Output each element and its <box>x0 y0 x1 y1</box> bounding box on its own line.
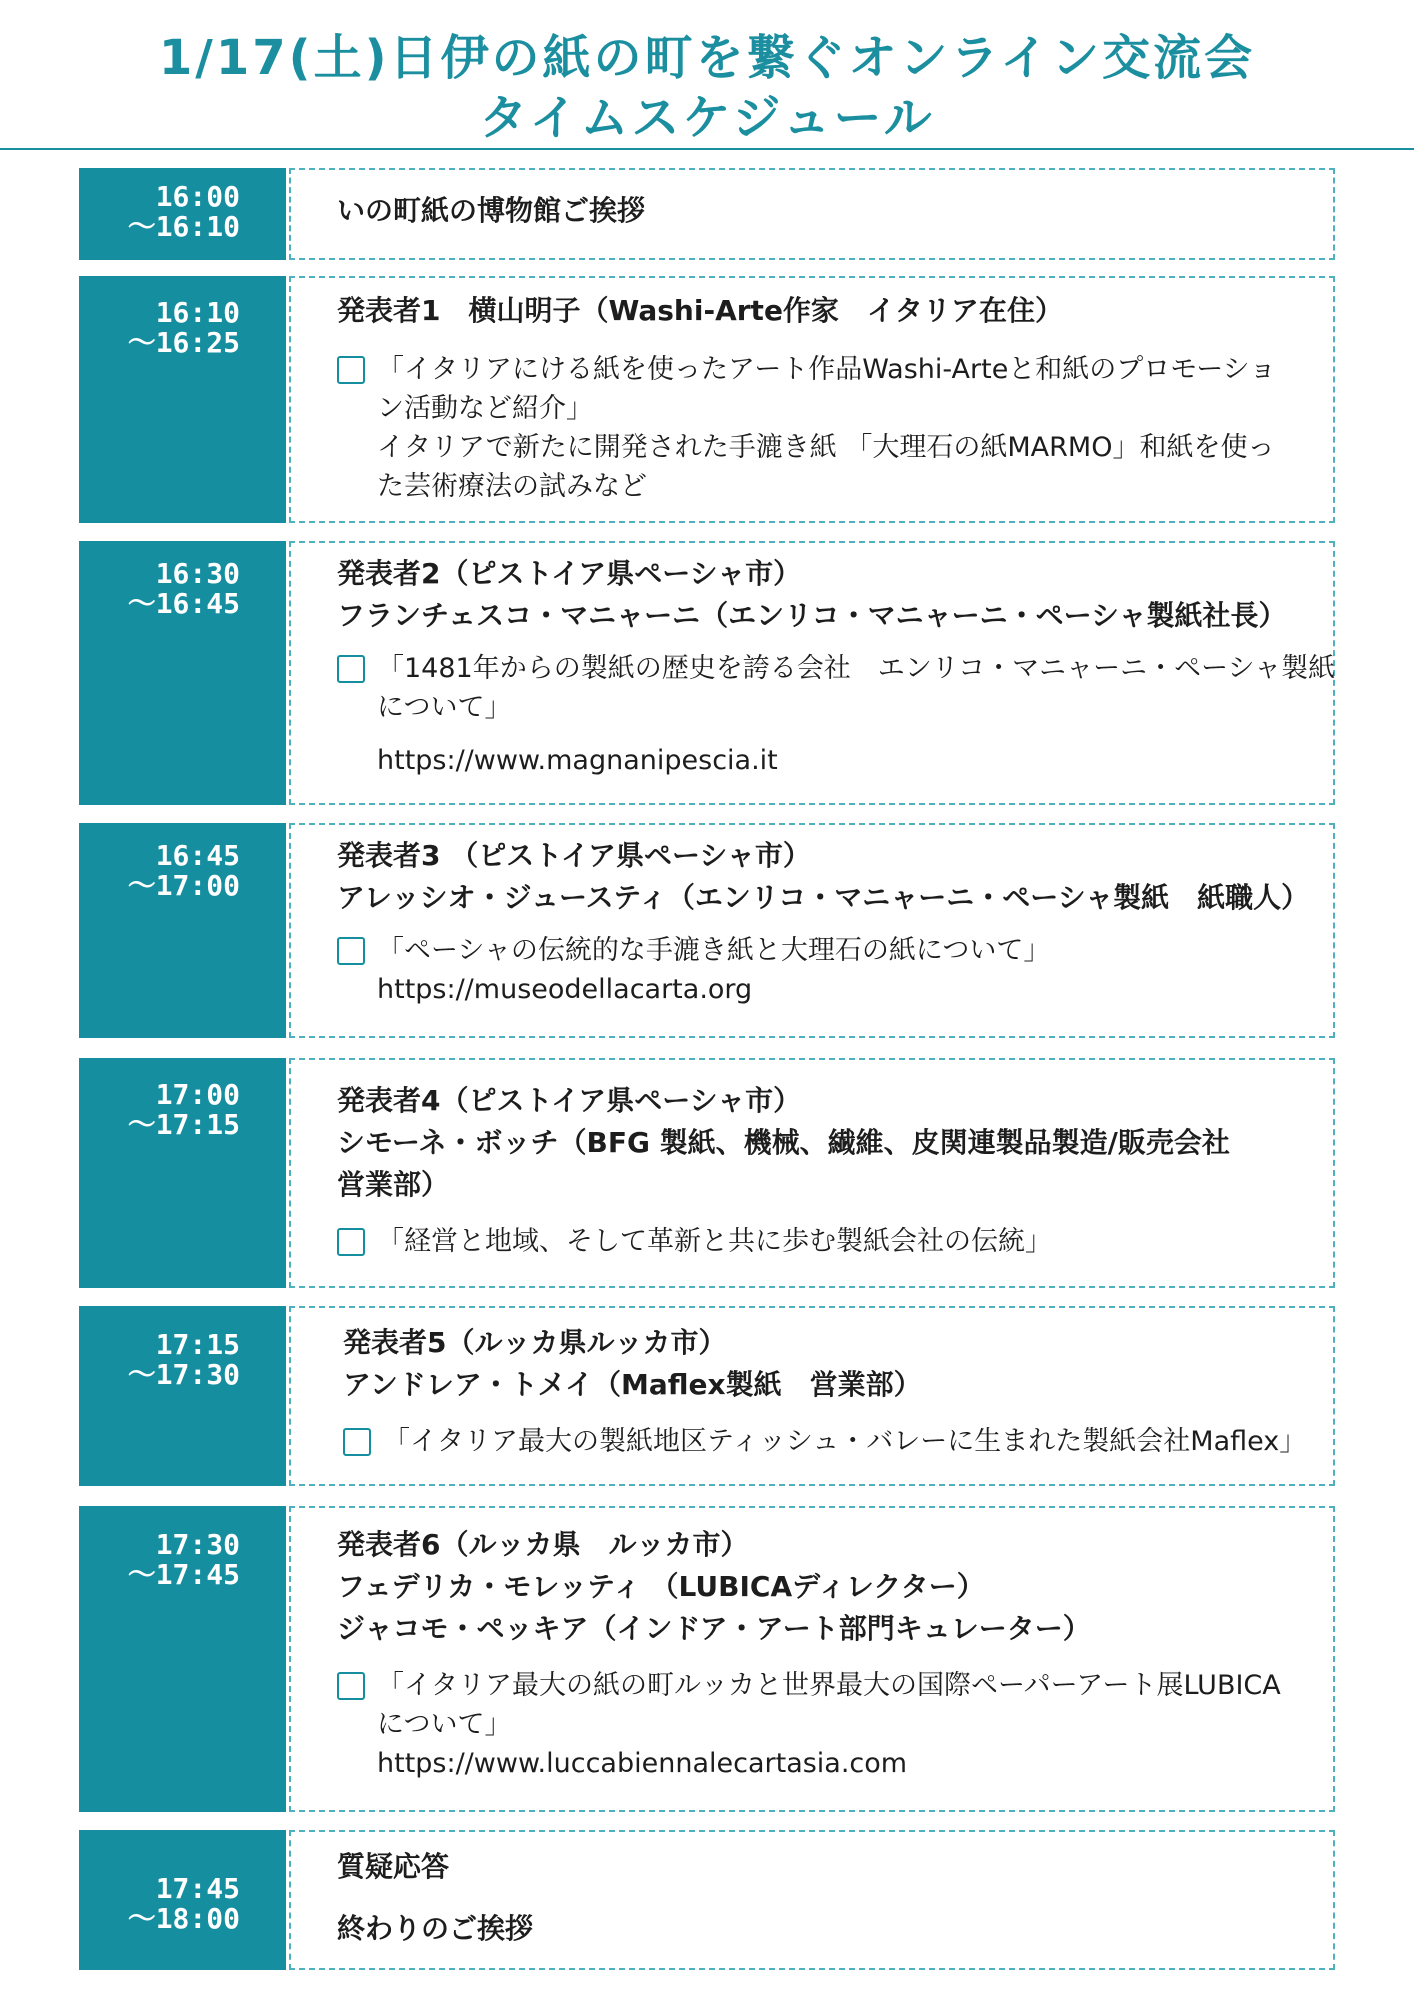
title-line-1: 1/17(土)日伊の紙の町を繋ぐオンライン交流会 <box>158 30 1256 86</box>
session-heading: 終わりのご挨拶 <box>337 1912 534 1945</box>
time-end: ～17:45 <box>127 1558 240 1591</box>
session-description <box>337 1222 1323 1261</box>
description-line: た芸術療法の試みなど <box>377 471 647 502</box>
session-heading: ジャコモ・ペッキア（インドア・アート部門キュレーター） <box>337 1612 1091 1645</box>
time-cell <box>79 541 286 805</box>
session-description <box>337 1666 1323 1744</box>
session-heading: 営業部） <box>337 1168 450 1201</box>
time-start: 17:15 <box>155 1328 240 1361</box>
time-end: ～16:45 <box>127 587 240 620</box>
schedule-row-8 <box>79 1830 1335 1970</box>
schedule-row-7 <box>79 1506 1335 1812</box>
description-line: ン活動など紹介」 <box>377 393 593 424</box>
description-line: 「イタリア最大の製紙地区ティッシュ・バレーに生まれた製紙会社Maflex」 <box>383 1426 1307 1457</box>
website-link[interactable]: https://www.luccabiennalecartasia.com <box>377 1748 908 1779</box>
session-heading: 質疑応答 <box>337 1850 450 1883</box>
time-end: ～18:00 <box>127 1902 240 1935</box>
time-cell <box>79 1506 286 1812</box>
session-heading: 発表者2（ピストイア県ペーシャ市） <box>337 557 802 590</box>
schedule-row-6 <box>79 1306 1335 1486</box>
time-end: ～17:00 <box>127 869 240 902</box>
session-heading: フランチェスコ・マニャーニ（エンリコ・マニャーニ・ペーシャ製紙社長） <box>337 599 1287 632</box>
session-description <box>337 649 1336 727</box>
session-content <box>289 1506 1335 1812</box>
time-cell <box>79 823 286 1038</box>
time-start: 16:45 <box>155 839 240 872</box>
session-heading: アレッシオ・ジュースティ（エンリコ・マニャーニ・ペーシャ製紙 紙職人） <box>337 881 1310 914</box>
session-content <box>289 1306 1335 1486</box>
checkbox[interactable] <box>343 1428 371 1456</box>
session-heading: いの町紙の博物館ご挨拶 <box>337 194 646 227</box>
description-line: イタリアで新たに開発された手漉き紙 「大理石の紙MARMO」和紙を使っ <box>377 432 1275 463</box>
session-heading: 発表者4（ピストイア県ペーシャ市） <box>337 1084 802 1117</box>
session-content <box>289 823 1335 1038</box>
session-content <box>289 276 1335 523</box>
schedule-row-3 <box>79 541 1335 805</box>
time-end: ～17:30 <box>127 1358 240 1391</box>
session-heading: 発表者3 （ピストイア県ペーシャ市） <box>337 839 811 872</box>
title-line-2: タイムスケジュール <box>479 90 935 146</box>
website-link[interactable]: https://www.magnanipescia.it <box>377 745 778 776</box>
checkbox[interactable] <box>337 1672 365 1700</box>
session-description <box>343 1422 1323 1461</box>
description-line: 「1481年からの製紙の歴史を誇る会社 エンリコ・マニャーニ・ペーシャ製紙 <box>377 653 1336 684</box>
session-content <box>289 1830 1335 1970</box>
time-cell <box>79 1058 286 1288</box>
description-line: 「イタリアにける紙を使ったアート作品Washi-Arteと和紙のプロモーショ <box>377 354 1277 385</box>
time-start: 16:10 <box>155 296 240 329</box>
description-line: について」 <box>377 1709 512 1740</box>
session-heading: 発表者5（ルッカ県ルッカ市） <box>343 1326 727 1359</box>
time-start: 17:30 <box>155 1528 240 1561</box>
description-line: 「経営と地域、そして革新と共に歩む製紙会社の伝統」 <box>377 1226 1052 1257</box>
time-cell <box>79 1830 286 1970</box>
description-line: 「ペーシャの伝統的な手漉き紙と大理石の紙について」 <box>377 935 1051 966</box>
checkbox[interactable] <box>337 655 365 683</box>
session-heading: アンドレア・トメイ（Maflex製紙 営業部） <box>343 1368 922 1401</box>
session-content <box>289 168 1335 260</box>
description-line: 「イタリア最大の紙の町ルッカと世界最大の国際ペーパーアート展LUBICA <box>377 1670 1281 1701</box>
checkbox[interactable] <box>337 356 365 384</box>
time-start: 17:45 <box>155 1872 240 1905</box>
checkbox[interactable] <box>337 1228 365 1256</box>
website-link[interactable]: https://museodellacarta.org <box>377 974 753 1005</box>
title-divider <box>0 148 1414 150</box>
schedule-row-1 <box>79 168 1335 260</box>
time-end: ～16:25 <box>127 326 240 359</box>
session-content <box>289 1058 1335 1288</box>
session-description <box>337 350 1323 506</box>
session-heading: 発表者6（ルッカ県 ルッカ市） <box>337 1528 749 1561</box>
time-cell <box>79 168 286 260</box>
schedule-row-2 <box>79 276 1335 523</box>
session-content <box>289 541 1335 805</box>
description-line: について」 <box>377 692 512 723</box>
time-start: 16:00 <box>155 180 240 213</box>
time-end: ～17:15 <box>127 1108 240 1141</box>
session-heading: シモーネ・ボッチ（BFG 製紙、機械、繊維、皮関連製品製造/販売会社 <box>337 1126 1230 1159</box>
time-start: 16:30 <box>155 557 240 590</box>
session-description <box>337 931 1323 970</box>
schedule-row-5 <box>79 1058 1335 1288</box>
schedule-row-4 <box>79 823 1335 1038</box>
time-start: 17:00 <box>155 1078 240 1111</box>
page-title <box>0 28 1414 148</box>
session-heading: フェデリカ・モレッティ （LUBICAディレクター） <box>337 1570 985 1603</box>
time-cell <box>79 276 286 523</box>
checkbox[interactable] <box>337 937 365 965</box>
time-end: ～16:10 <box>127 210 240 243</box>
session-heading: 発表者1 横山明子（Washi-Arte作家 イタリア在住） <box>337 294 1063 327</box>
time-cell <box>79 1306 286 1486</box>
